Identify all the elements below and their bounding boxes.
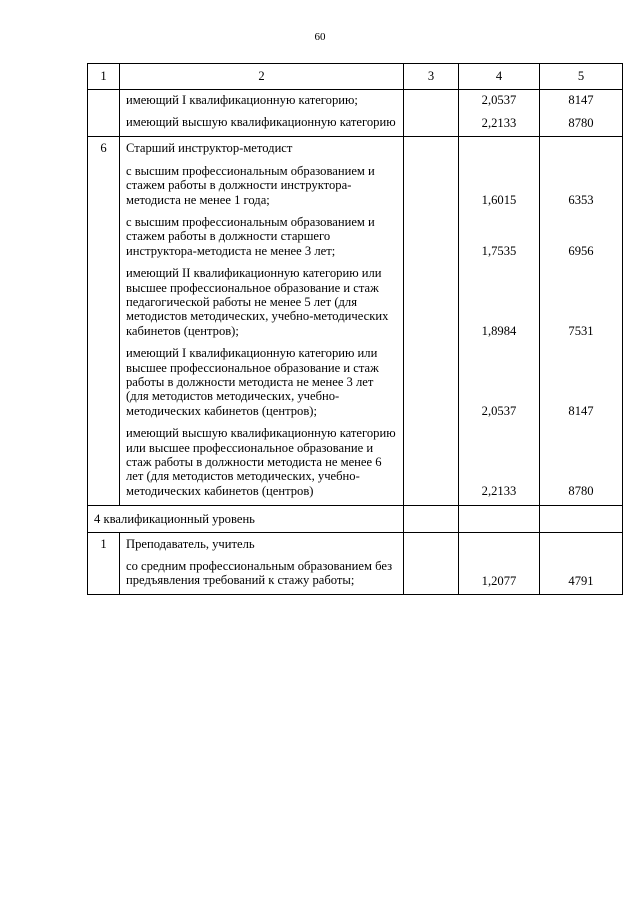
requirement-entry <box>120 426 403 498</box>
salary-value: 7531 <box>568 324 594 339</box>
empty-cell <box>404 90 459 137</box>
header-cell-3: 3 <box>404 64 459 90</box>
position-number: 6 <box>100 141 107 156</box>
qualification-level-row <box>88 505 623 532</box>
requirement-entry <box>120 559 403 588</box>
coefficient-cell <box>459 90 540 137</box>
empty-cell <box>404 137 459 505</box>
empty-cell <box>540 505 623 532</box>
requirement-text: имеющий высшую квалификационную категорию или высшее профессиональное образование и стаж работы в должности методиста не менее 6 лет (для методистов методических, учебно-методических кабинетов (центров) <box>126 426 396 498</box>
header-cell-1: 1 <box>88 64 120 90</box>
requirement-entry <box>120 164 403 207</box>
table-body <box>88 64 623 595</box>
position-number <box>88 90 119 94</box>
position-number-cell <box>88 137 120 505</box>
requirement-text: со средним профессиональным образованием без предъявления требований к стажу работы; <box>126 559 393 588</box>
coefficient-value: 2,0537 <box>481 404 517 419</box>
header-cell-4: 4 <box>459 64 540 90</box>
requirement-text: имеющий I квалификационную категорию; <box>126 93 358 107</box>
level-label: 4 квалификационный уровень <box>94 511 255 526</box>
position-title: Старший инструктор-методист <box>126 141 293 156</box>
requirement-entry <box>120 266 403 338</box>
coefficient-value: 2,2133 <box>481 484 517 499</box>
coefficient-cell <box>459 532 540 595</box>
requirement-entry <box>120 115 403 129</box>
empty-cell <box>404 532 459 595</box>
header-cell-5: 5 <box>540 64 623 90</box>
salary-value: 8780 <box>568 115 594 130</box>
requirement-entry <box>120 93 403 107</box>
position-description-cell <box>120 137 404 505</box>
coefficient-value: 1,8984 <box>481 324 517 339</box>
coefficient-value: 1,7535 <box>481 244 517 259</box>
header-cell-2: 2 <box>120 64 404 90</box>
salary-value: 8780 <box>568 484 594 499</box>
page-number: 60 <box>314 31 326 43</box>
empty-cell <box>404 505 459 532</box>
salary-value: 6956 <box>568 244 594 259</box>
requirement-text: имеющий I квалификационную категорию или высшее профессиональное образование и стаж работы в должности методиста не менее 3 лет (для методистов методических, учебно-методических кабинетов (центров); <box>126 346 379 418</box>
requirement-text: имеющий высшую квалификационную категорию <box>126 115 396 130</box>
position-row <box>88 137 623 505</box>
requirement-text: с высшим профессиональным образованием и стажем работы в должности старшего инструктора-методиста не менее 3 лет; <box>126 214 375 258</box>
empty-cell <box>459 505 540 532</box>
salary-value: 4791 <box>568 573 594 588</box>
position-description-cell <box>120 90 404 137</box>
coefficient-value: 2,2133 <box>481 115 517 130</box>
salary-cell <box>540 532 623 595</box>
position-description-cell <box>120 532 404 595</box>
salary-value: 8147 <box>568 404 594 419</box>
requirement-text: имеющий II квалификационную категорию или высшее профессиональное образование и стаж педагогической работы не менее 5 лет (для методистов методических, учебно-методических кабинетов (центров); <box>126 266 389 338</box>
coefficient-value: 2,0537 <box>481 93 517 108</box>
coefficient-value: 1,6015 <box>481 192 517 207</box>
requirement-entry <box>120 215 403 258</box>
position-number-cell <box>88 90 120 137</box>
requirement-text: с высшим профессиональным образованием и стажем работы в должности инструктора-методиста не менее 1 года; <box>126 163 375 207</box>
requirement-entry <box>120 346 403 418</box>
qualification-table <box>87 63 623 595</box>
level-cell <box>88 505 404 532</box>
salary-value: 6353 <box>568 192 594 207</box>
position-row <box>88 532 623 595</box>
salary-value: 8147 <box>568 93 594 108</box>
position-number-cell <box>88 532 120 595</box>
position-number: 1 <box>100 536 107 551</box>
position-title: Преподаватель, учитель <box>126 536 255 551</box>
position-row <box>88 90 623 137</box>
coefficient-value: 1,2077 <box>481 573 517 588</box>
table-header-row <box>88 64 623 90</box>
salary-cell <box>540 137 623 505</box>
coefficient-cell <box>459 137 540 505</box>
salary-cell <box>540 90 623 137</box>
